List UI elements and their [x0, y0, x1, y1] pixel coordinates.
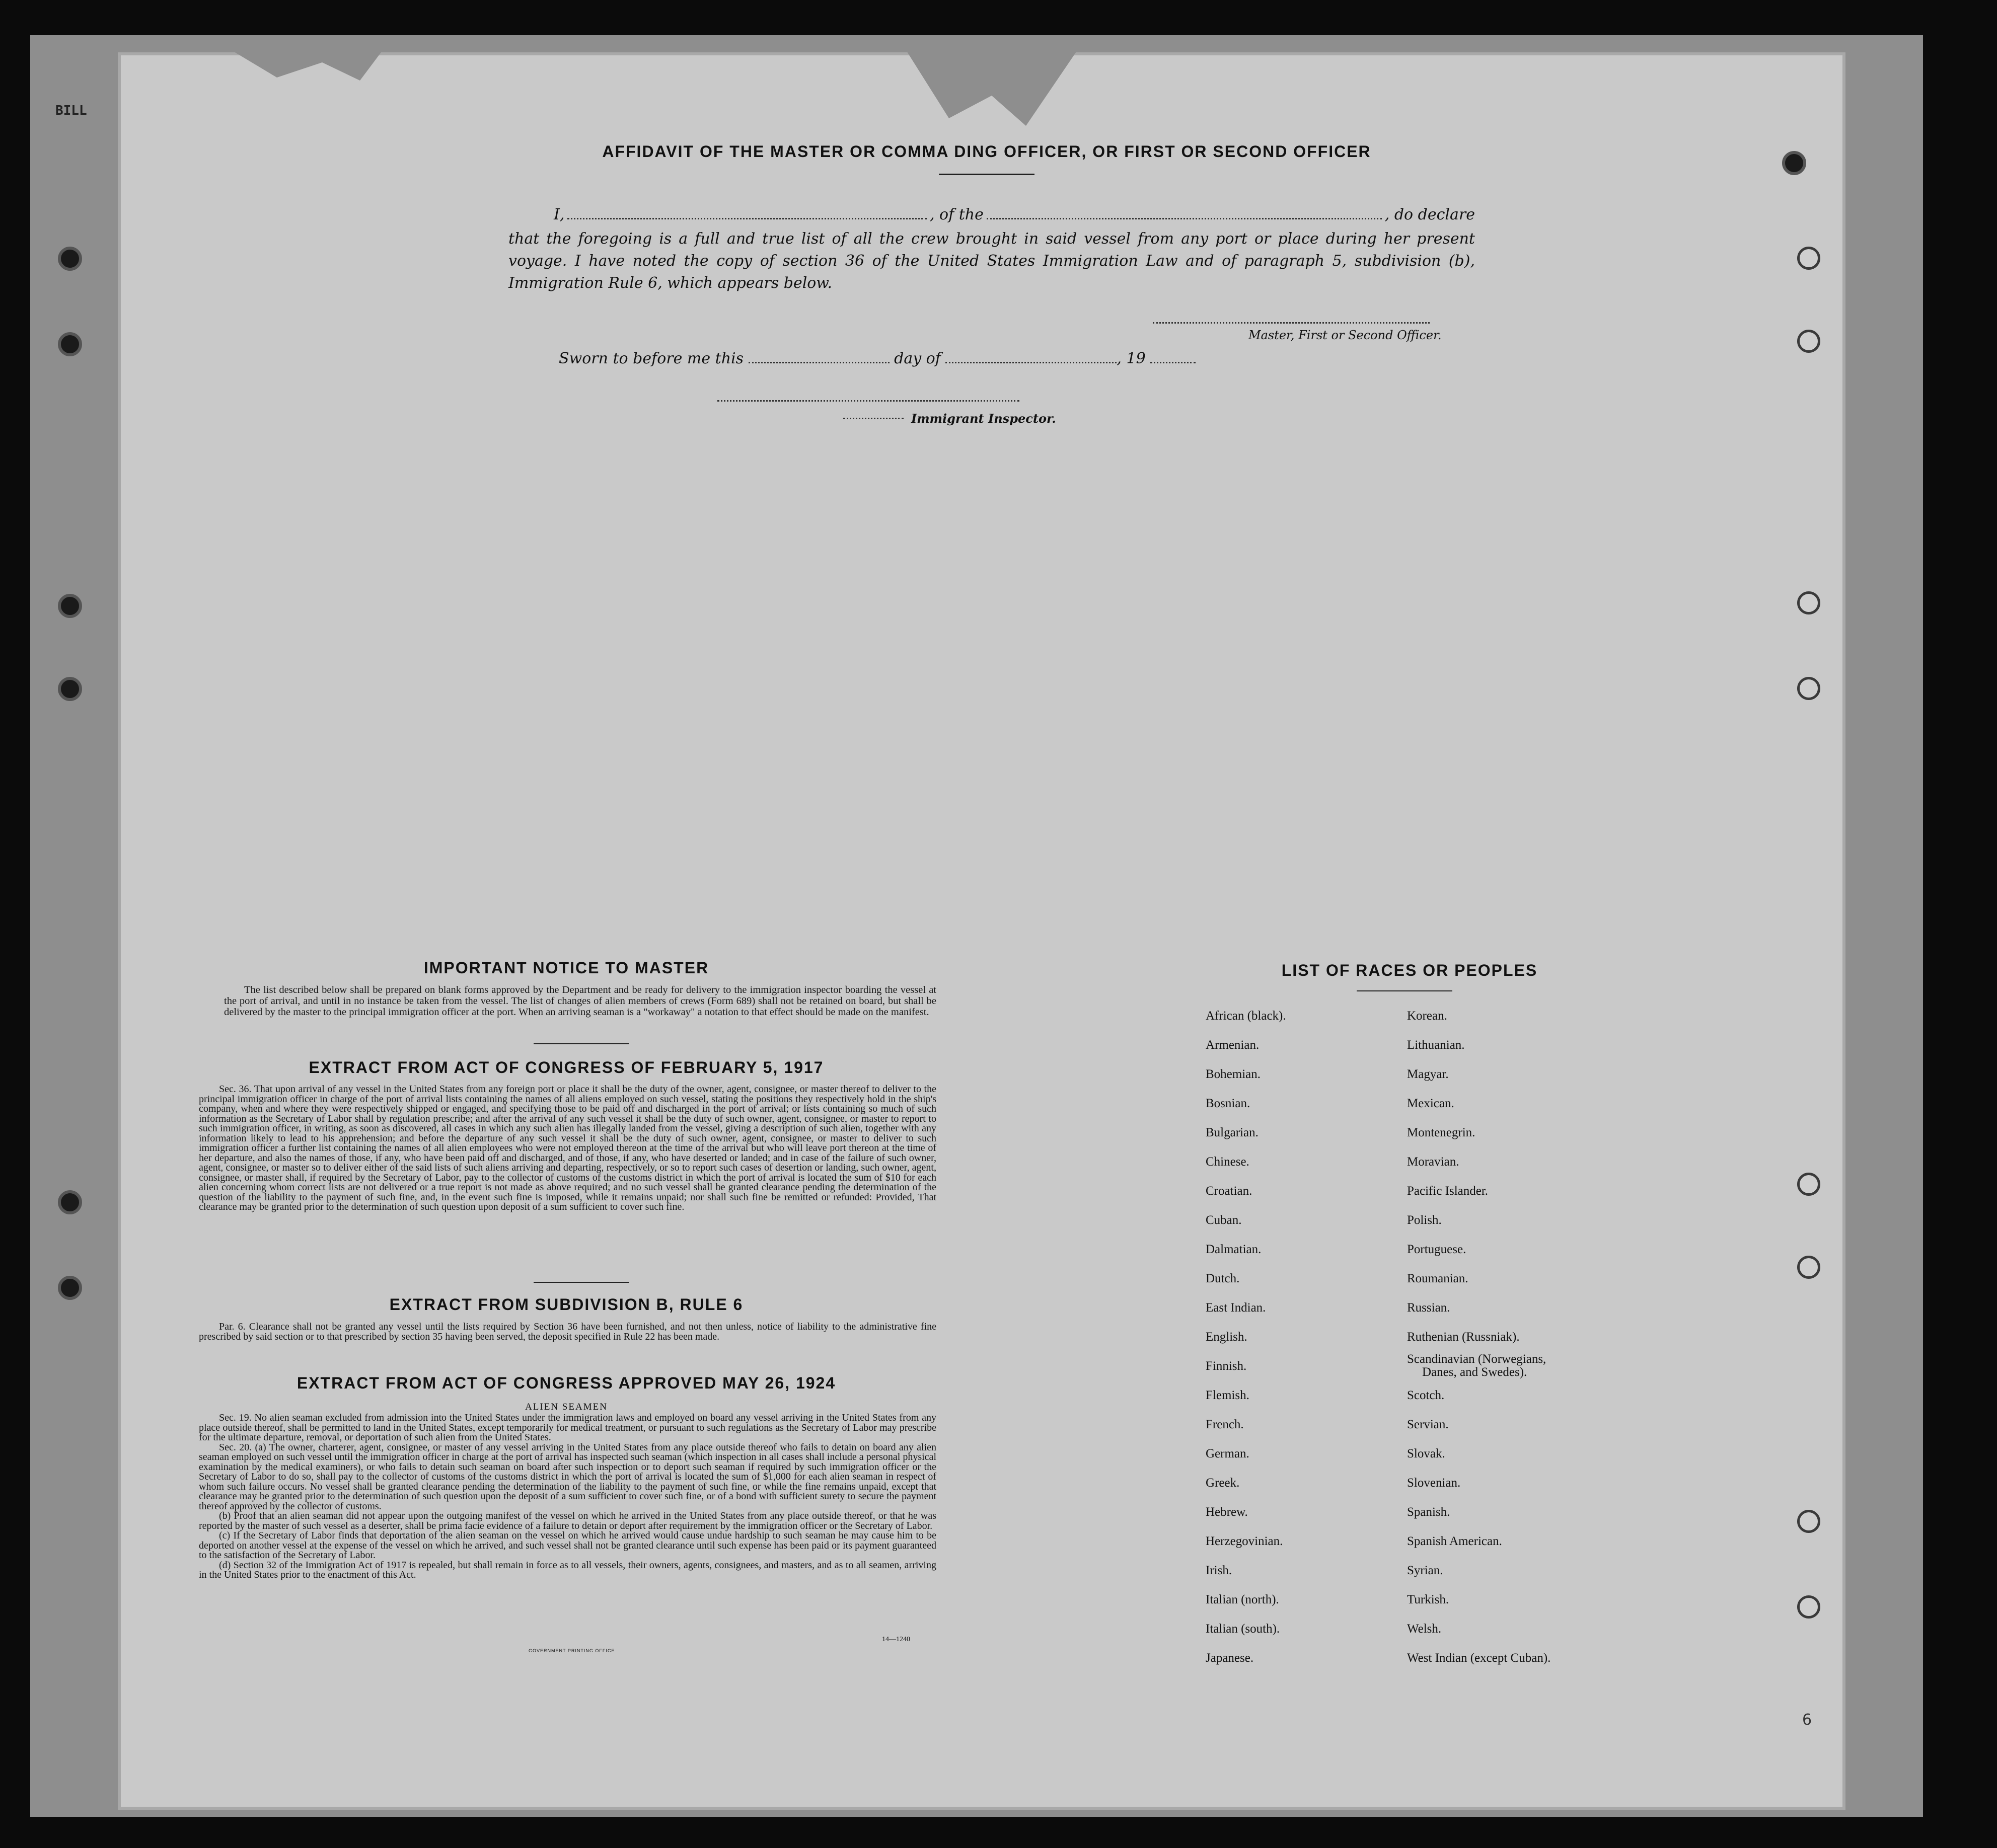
race-item: Cuban. [1206, 1213, 1242, 1227]
race-item: French. [1206, 1418, 1244, 1431]
race-item: Herzegovinian. [1206, 1534, 1283, 1548]
extract-rule6-body [199, 1322, 936, 1342]
extract-1924-body [199, 1413, 936, 1580]
binder-hole [1782, 151, 1806, 175]
binder-hole [1797, 1595, 1820, 1619]
race-item: Pacific Islander. [1407, 1184, 1489, 1198]
race-item: Bulgarian. [1206, 1126, 1259, 1139]
race-item: Scotch. [1407, 1389, 1445, 1402]
sworn-year-blank[interactable] [1150, 362, 1196, 363]
race-item: Finnish. [1206, 1359, 1247, 1373]
vessel-blank[interactable] [987, 218, 1382, 219]
race-item: African (black). [1206, 1009, 1286, 1023]
race-item: Italian (north). [1206, 1593, 1279, 1606]
affidavit-of-the: , of the [929, 206, 984, 223]
inspector-signature-line-short [843, 418, 904, 419]
race-item-line: Scandinavian (Norwegians, [1407, 1352, 1546, 1366]
race-item: Servian. [1407, 1418, 1449, 1431]
extract-1924-paragraph: Sec. 19. No alien seaman excluded from admission into the United States under the immigration laws and employed on board any vessel arriving in the United States from any place outside thereof, shall be permitted to land in the United States, except temporarily for medical treatment, or pursuant to such regulations as the Secretary of Labor may prescribe for the ultimate departure, removal, or deportation of such alien from the United States. [199, 1412, 936, 1443]
binder-hole [1797, 1256, 1820, 1279]
corner-mark: 6 [1802, 1711, 1812, 1729]
race-item: Montenegrin. [1407, 1126, 1475, 1139]
notice-title: IMPORTANT NOTICE TO MASTER [423, 959, 709, 977]
extract-1924-paragraph: (c) If the Secretary of Labor finds that deportation of the alien seaman on the vessel on which he arrived would cause undue hardship to such seaman he may cause him to be deported on another vessel at the expense of the vessel on which he arrived, and such vessel shall not be granted clearance until such expense has been paid or its payment guaranteed to the satisfaction of the Secretary of Labor. [199, 1530, 936, 1561]
binder-hole [58, 1190, 82, 1214]
sworn-line [559, 350, 1196, 367]
torn-edge [906, 50, 1077, 126]
binder-hole [1797, 677, 1820, 700]
binder-hole [1797, 591, 1820, 614]
sworn-year: , 19 [1117, 350, 1146, 367]
extract-1917-text: Sec. 36. That upon arrival of any vessel in the United States from any foreign port or place it shall be the duty of the owner, agent, consignee, or master thereof to deliver to the principal immigration officer in charge of the port of arrival lists containing the names of all aliens employed on such vessel, stating the positions they respectively hold in the ship's company, when and where they were respectively shipped or engaged, and specifying those to be paid off and discharged in the port of arrival; or lists containing so much of such information as the Secretary of Labor shall by regulation prescribe; and after the arrival of any such vessel it shall be the duty of such owner, agent, consignee, or master to report to such immigration officer, in writing, as soon as discovered, all cases in which any such alien has illegally landed from the vessel, giving a description of such alien, together with any information likely to lead to his apprehension; and before the departure of any such vessel it shall be the duty of such owner, agent, consignee, or master to deliver to such immigration officer a further list containing the names of all alien employees who were not employed thereon at the time of the arrival but who will leave port thereon at the time of her departure, and also the names of those, if any, who have been paid off and discharged, and of those, if any, who have deserted or landed; and in case of the failure of such owner, agent, consignee, or master so to deliver either of the said lists of such aliens arriving and departing, respectively, or so to report such cases of desertion or landing, such owner, agent, consignee, or master shall, if required by the Secretary of Labor, pay to the collector of customs of the customs district in which the port of arrival is located the sum of $10 for each alien concerning whom correct lists are not delivered or a true report is not made as above required; and no such vessel shall be granted clearance pending the determination of the question of the liability to the payment of such fine, and, in the event such fine is imposed, while it remains unpaid; nor shall such fine be remitted or refunded: Provided, That clearance may be granted prior to the determination of such question upon deposit of a sum sufficient to cover such fine. [199, 1084, 936, 1212]
affidavit-paragraph: that the foregoing is a full and true list of all the crew brought in said vessel from any port or place during her present voyage. I have noted the copy of section 36 of the United States Immigration Law and of paragraph 5, subdivision (b), Immigration Rule 6, which appears below. [508, 230, 1475, 292]
race-item: Roumanian. [1407, 1272, 1468, 1285]
race-item: Ruthenian (Russniak). [1407, 1330, 1520, 1344]
race-item: Bohemian. [1206, 1067, 1261, 1081]
torn-edge [232, 50, 383, 81]
extract-rule6-title: EXTRACT FROM SUBDIVISION B, RULE 6 [389, 1295, 744, 1314]
extract-rule6-text: Par. 6. Clearance shall not be granted any vessel until the lists required by Section 36 have been furnished, and not then unless, notice of liability to the administrative fine prescribed by said section or to that prescribed by section 35 having been served, the deposit specified in Rule 22 has been made. [199, 1321, 936, 1342]
races-rule [1357, 990, 1452, 991]
race-item: Syrian. [1407, 1564, 1443, 1577]
extract-1924-paragraph: (b) Proof that an alien seaman did not appear upon the outgoing manifest of the vessel on which he arrived in the United States from any place outside thereof, or that he was reported by the master of such vessel as a deserter, shall be prima facie evidence of a failure to detain or deport after requirement by the immigration officer or the Secretary of Labor. [199, 1510, 936, 1531]
race-item: Dutch. [1206, 1272, 1240, 1285]
race-item: Croatian. [1206, 1184, 1252, 1198]
race-item: West Indian (except Cuban). [1407, 1651, 1551, 1665]
name-blank[interactable] [567, 218, 927, 219]
races-title: LIST OF RACES OR PEOPLES [1281, 961, 1538, 979]
inspector-label: Immigrant Inspector. [911, 411, 1056, 426]
affidavit-body [508, 204, 1475, 294]
section-rule [534, 1282, 629, 1283]
race-item: Mexican. [1407, 1097, 1454, 1110]
race-item: Hebrew. [1206, 1505, 1248, 1519]
race-item: German. [1206, 1447, 1249, 1460]
extract-1924-title: EXTRACT FROM ACT OF CONGRESS APPROVED MAY 26, 1924 [297, 1374, 836, 1392]
printer-credit: GOVERNMENT PRINTING OFFICE [529, 1648, 615, 1653]
binder-hole [1797, 330, 1820, 353]
affidavit-declare: , do declare [1384, 206, 1475, 223]
extract-1917-body [199, 1085, 936, 1212]
race-item: Russian. [1407, 1301, 1450, 1315]
affidavit-title: AFFIDAVIT OF THE MASTER OR COMMA DING OFFICER, OR FIRST OR SECOND OFFICER [602, 142, 1371, 161]
races-column-2 [1407, 1002, 1550, 1673]
sworn-month-blank[interactable] [945, 362, 1117, 363]
race-item: Italian (south). [1206, 1622, 1280, 1636]
race-item: Irish. [1206, 1564, 1232, 1577]
race-item: Moravian. [1407, 1155, 1459, 1169]
race-item: Polish. [1407, 1213, 1442, 1227]
affidavit-i: I, [554, 206, 565, 223]
race-item: Japanese. [1206, 1651, 1254, 1665]
sworn-day-of: day of [894, 350, 941, 367]
race-item: Magyar. [1407, 1067, 1449, 1081]
inspector-signature-line[interactable] [717, 400, 1019, 402]
extract-1917-title: EXTRACT FROM ACT OF CONGRESS OF FEBRUARY 5, 1917 [309, 1058, 824, 1076]
binder-hole [1797, 1173, 1820, 1196]
notice-text: The list described below shall be prepared on blank forms approved by the Department and be ready for delivery to the immigration inspector boarding the vessel at the port of arrival, and until in no instance be taken from the vessel. The list of changes of alien members of crews (Form 689) shall not be retained on board, but shall be delivered by the master to the principal immigration officer at the port. When an arriving seaman is a "workaway" a notation to that effect should be made on the manifest. [224, 984, 936, 1018]
extract-1924-paragraph: Sec. 20. (a) The owner, charterer, agent, consignee, or master of any vessel arriving in the United States from any place outside thereof who fails to detain on board any alien seaman employed on such vessel until the immigration officer in charge at the port of arrival has inspected such seaman (which inspection in all cases shall include a personal physical examination by the medical examiners), or who fails to detain such seaman on board after such inspection or to deport such seaman if required by such immigration officer or the Secretary of Labor to do so, shall pay to the collector of customs of the customs district in which the port of arrival is located the sum of $1,000 for each alien seaman in respect of whom such failure occurs. No vessel shall be granted clearance pending the determination of the liability to the payment of such fine, or while the fine remains unpaid, except that clearance may be granted prior to the determination of such question upon the deposit of a sum sufficient to cover such fine, or of a bond with sufficient surety to secure the payment thereof approved by the collector of customs. [199, 1441, 936, 1512]
edge-label: BILL [55, 103, 87, 118]
alien-seamen-subtitle: ALIEN SEAMEN [525, 1402, 608, 1412]
form-number: 14—1240 [882, 1636, 910, 1643]
race-item: Flemish. [1206, 1389, 1249, 1402]
notice-body [224, 984, 936, 1018]
race-item: East Indian. [1206, 1301, 1266, 1315]
race-item-line: Danes, and Swedes). [1422, 1365, 1527, 1379]
extract-1924-paragraph: (d) Section 32 of the Immigration Act of 1917 is repealed, but shall remain in force as to all vessels, their owners, agents, consignees, and masters, and as to all seamen, arriving in the United States prior to the enactment of this Act. [199, 1559, 936, 1580]
race-item: English. [1206, 1330, 1247, 1344]
binder-hole [58, 247, 82, 271]
title-rule [939, 174, 1034, 175]
sworn-prefix: Sworn to before me this [559, 350, 744, 367]
race-item: Armenian. [1206, 1038, 1260, 1052]
binder-hole [58, 677, 82, 701]
binder-hole [58, 1276, 82, 1300]
race-item: Greek. [1206, 1476, 1240, 1490]
sworn-day-blank[interactable] [749, 362, 890, 363]
race-item: Spanish. [1407, 1505, 1450, 1519]
binder-hole [58, 594, 82, 618]
race-item: Spanish American. [1407, 1534, 1502, 1548]
race-item: Dalmatian. [1206, 1243, 1262, 1256]
binder-hole [1797, 247, 1820, 270]
race-item: Slovak. [1407, 1447, 1445, 1460]
race-item: Lithuanian. [1407, 1038, 1465, 1052]
master-signature-line[interactable] [1153, 322, 1430, 324]
race-item: Welsh. [1407, 1622, 1442, 1636]
race-item: Turkish. [1407, 1593, 1449, 1606]
race-item: Slovenian. [1407, 1476, 1461, 1490]
race-item: Chinese. [1206, 1155, 1249, 1169]
race-item: Portuguese. [1407, 1243, 1466, 1256]
race-item [1407, 1352, 1550, 1381]
race-item: Bosnian. [1206, 1097, 1250, 1110]
race-item: Korean. [1407, 1009, 1447, 1023]
binder-hole [58, 332, 82, 356]
master-signature-label: Master, First or Second Officer. [1248, 328, 1442, 342]
races-column-1 [1206, 1002, 1286, 1673]
binder-hole [1797, 1510, 1820, 1533]
section-rule [534, 1043, 629, 1044]
